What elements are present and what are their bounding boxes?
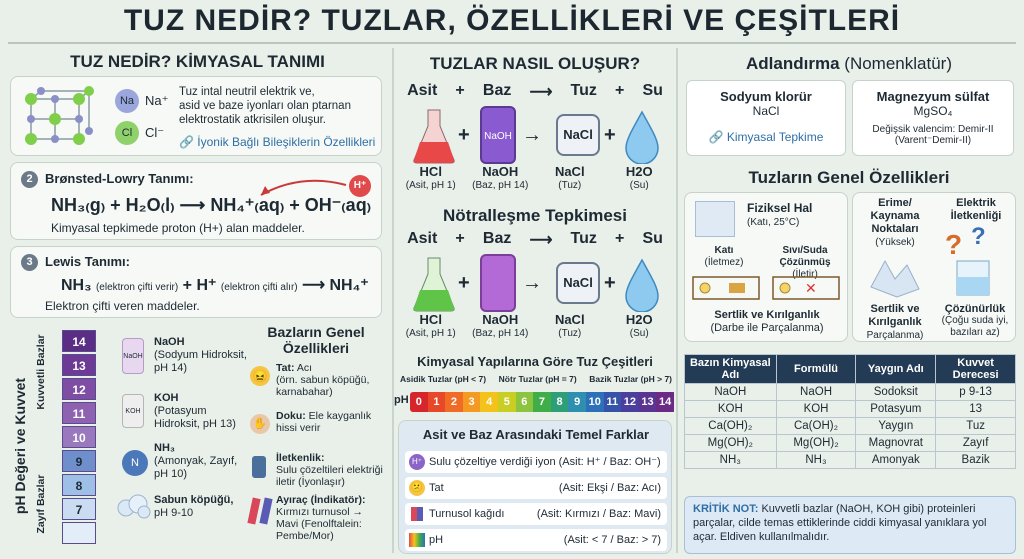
ph-item-soap: Sabun köpüğü, pH 9-10 <box>154 494 234 519</box>
column-header: Yaygın Adı <box>856 355 936 384</box>
chloride-ion-label: Cl⁻ <box>145 125 165 140</box>
ph-level: 11 <box>62 402 96 424</box>
base-bottle-icon <box>480 254 516 312</box>
bronsted-panel <box>10 162 382 240</box>
bronsted-title: Brønsted-Lowry Tanımı: <box>45 171 194 186</box>
ph-value-cell: 7 <box>533 392 551 412</box>
ph-item-koh: KOH (Potasyum Hidroksit, pH 13) <box>154 392 236 430</box>
ph-value-cell: 3 <box>463 392 481 412</box>
base-properties-heading: Bazların Genel Özellikleri <box>267 324 365 356</box>
ph-level: 8 <box>62 474 96 496</box>
column-header: Formülü <box>776 355 856 384</box>
critical-note: KRİTİK NOT: Kuvvetli bazlar (NaOH, KOH gibi) proteinleri parçalar, cilde temas ettiklerinde ciddi kimyasal yanıklara yol açar. Eldiven kullanılmalıdır. <box>684 496 1016 554</box>
lewis-title: Lewis Tanımı: <box>45 254 130 269</box>
section-number: 3 <box>21 254 38 271</box>
formation-reagents: HCl (Asit, pH 1) NaOH (Baz, pH 14) NaCl (Tuz) H2O (Su) <box>405 164 653 191</box>
dissolved-state: Sıvı/Suda Çözünmüş (İletir) <box>779 245 831 280</box>
koh-bottle-icon: KOH <box>122 394 144 428</box>
question-icon: ? <box>945 229 963 260</box>
bronsted-description: Kimyasal tepkimede proton (H+) alan maddeler. <box>51 221 305 235</box>
definition-heading: TUZ NEDİR? KİMYASAL TANIMI <box>70 52 325 71</box>
litmus-icon <box>411 507 423 521</box>
salt-crystal-icon: NaCl <box>556 114 600 156</box>
link-icon: 🔗 <box>708 130 727 144</box>
table-row: Ca(OH)₂ Ca(OH)₂ Yaygın Tuz <box>685 418 1016 435</box>
plus-sign: + <box>458 272 470 294</box>
ion-icon: H⁺ <box>409 454 425 470</box>
lewis-equation: NH₃ (elektron çifti verir) + H⁺ (elektron çifti alır) ⟶ NH₄⁺ <box>61 277 369 294</box>
battery-icon <box>252 456 266 478</box>
neutralization-heading: Nötralleşme Tepkimesi <box>443 206 627 225</box>
table-row: Mg(OH)₂ Mg(OH)₂ Magnovrat Zayıf <box>685 435 1016 452</box>
table-row: KOH KOH Potasyum 13 <box>685 401 1016 418</box>
beaker-icon <box>951 257 995 299</box>
water-drop-icon <box>624 258 660 312</box>
ph-level: 9 <box>62 450 96 472</box>
ph-item-naoh: NaOH (Sodyum Hidroksit, pH 14) <box>154 336 247 374</box>
difference-row: Turnusol kağıdı (Asit: Kırmızı / Baz: Mavi) <box>405 503 667 525</box>
ph-label: pH <box>394 394 409 406</box>
ph-level <box>62 522 96 544</box>
plus-sign: + <box>604 124 616 146</box>
ph-value-cell: 8 <box>551 392 569 412</box>
neutralization-word-equation: Asit + Baz ⟶ Tuz + Su <box>407 230 663 249</box>
formation-heading: TUZLAR NASIL OLUŞUR? <box>429 54 641 73</box>
column-divider <box>676 48 678 553</box>
ph-level: 7 <box>62 498 96 520</box>
bases-table <box>684 354 1016 469</box>
salt-cube-icon <box>695 201 735 237</box>
circuit-icon <box>691 273 843 303</box>
sodium-chloride-card: Sodyum klorür NaCl 🔗 Kimyasal Tepkime <box>686 80 846 156</box>
crystal-shards-icon <box>867 257 923 299</box>
sodium-atom-icon: Na <box>115 89 139 113</box>
plus-sign: + <box>458 124 470 146</box>
proton-icon: H⁺ <box>349 175 371 197</box>
table-row: NaOH NaOH Sodoksit p 9-13 <box>685 384 1016 401</box>
ph-value-cell: 4 <box>480 392 498 412</box>
link-icon: 🔗 <box>179 135 198 149</box>
solid-state: Katı (İletmez) <box>704 245 744 268</box>
column-header: Bazın Kimyasal Adı <box>685 355 777 384</box>
ph-value-cell: 1 <box>428 392 446 412</box>
melting-point-panel <box>852 192 1016 342</box>
magnesium-sulfate-card: Magnezyum sülfat MgSO₄ Değişsik valencim: Demir-II (Varent⁻Demir-II) <box>852 80 1014 156</box>
property-texture: Doku: Ele kayganlık hissi verir <box>276 410 372 434</box>
lewis-panel <box>10 246 382 318</box>
page-title: TUZ NEDİR? TUZLAR, ÖZELLİKLERİ VE ÇEŞİTLERİ <box>123 4 901 37</box>
ph-value-cell: 9 <box>568 392 586 412</box>
section-number: 2 <box>21 171 38 188</box>
ph-value-cell: 11 <box>604 392 622 412</box>
weak-bases-label: Zayıf Bazlar <box>35 474 47 534</box>
melting-point: Erime/ Kaynama Noktaları (Yüksek) <box>870 197 920 248</box>
column-divider <box>392 48 394 553</box>
table-header-row <box>685 355 1016 384</box>
difference-row: pH (Asit: < 7 / Baz: > 7) <box>405 529 667 551</box>
property-conductivity: İletkenlik: Sulu çözeltileri elektriği iletir (İyonlaşır) <box>276 452 383 488</box>
chlorine-atom-icon: Cl <box>115 121 139 145</box>
ph-value-cell: 12 <box>621 392 639 412</box>
differences-heading: Asit ve Baz Arasındaki Temel Farklar <box>422 427 650 442</box>
plus-sign: + <box>604 272 616 294</box>
ph-level: 10 <box>62 426 96 448</box>
table-row: NH₃ NH₃ Amonyak Bazik <box>685 452 1016 469</box>
difference-row: 😕 Tat (Asit: Ekşi / Baz: Acı) <box>405 477 667 499</box>
ph-item-nh3: NH₃ (Amonyak, Zayıf, pH 10) <box>154 442 238 480</box>
salt-crystal-icon: NaCl <box>556 262 600 304</box>
bronsted-equation: NH₃₍g₎ + H₂O₍l₎ ⟶ NH₄⁺₍aq₎ + OH⁻₍aq₎ <box>51 195 372 215</box>
ph-value-cell: 5 <box>498 392 516 412</box>
ph-value-cell: 13 <box>639 392 657 412</box>
arrow: → <box>522 124 542 146</box>
ionic-bond-link[interactable]: 🔗 İyonik Bağlı Bileşiklerin Özellikleri <box>179 135 376 149</box>
svg-text:✕: ✕ <box>805 281 817 297</box>
sour-face-icon: 😖 <box>250 366 270 386</box>
ph-value-cell: 14 <box>656 392 674 412</box>
ph-level-column <box>62 330 96 546</box>
property-indicator: Ayıraç (İndikatör): Kırmızı turnusol → Mavi (Fenolftalein: Pembe/Mor) <box>276 494 366 542</box>
ph-value-cell: 2 <box>445 392 463 412</box>
chemical-reaction-link[interactable]: 🔗 Kimyasal Tepkime <box>708 130 824 144</box>
base-properties-section <box>246 322 386 554</box>
question-icon: ? <box>971 223 986 250</box>
strong-bases-label: Kuvvetli Bazlar <box>35 334 47 410</box>
ph-color-bar <box>410 392 676 412</box>
salt-properties-heading: Tuzların Genel Özellikleri <box>748 168 950 187</box>
ph-level: 13 <box>62 354 96 376</box>
acid-flask-icon <box>412 108 456 164</box>
solubility: Çözünürlük (Çoğu suda iyi, bazıları az) <box>941 303 1009 338</box>
lewis-description: Elektron çifti veren maddeler. <box>45 299 200 313</box>
ph-scale-section <box>4 330 252 554</box>
sodium-ion-label: Na⁺ <box>145 93 169 108</box>
crystal-lattice-icon <box>19 85 99 149</box>
ph-axis-title: pH Değeri ve Kuvvet <box>12 377 28 515</box>
acid-flask-icon <box>412 256 456 312</box>
ph-level: 12 <box>62 378 96 400</box>
taste-face-icon: 😕 <box>409 480 425 496</box>
naoh-bottle-icon: NaOH <box>122 338 144 374</box>
hand-icon: ✋ <box>250 414 270 434</box>
salt-definition-text: Tuz intal neutril elektrik ve, asid ve baze iyonları olan ptarnan elektrostatik atkrisilen oluşur. <box>179 86 351 126</box>
definition-panel <box>10 76 382 156</box>
salt-types-heading: Kimyasal Yapılarına Göre Tuz Çeşitleri <box>417 354 653 369</box>
soap-foam-icon <box>116 492 152 520</box>
water-drop-icon <box>624 110 660 164</box>
neutralization-reagents: HCl (Asit, pH 1) NaOH (Baz, pH 14) NaCl (Tuz) H2O (Su) <box>405 312 653 339</box>
ph-strip-icon <box>409 533 425 547</box>
naming-heading: Adlandırma (Nomenklatür) <box>746 54 952 73</box>
physical-state-detail: (Katı, 25°C) <box>747 217 800 228</box>
physical-state-panel <box>684 192 848 342</box>
title-divider <box>8 42 1016 44</box>
difference-row: H⁺ Sulu çözeltiye verdiği iyon (Asit: H⁺ / Baz: OH⁻) <box>405 451 667 473</box>
litmus-paper-icon <box>250 498 272 524</box>
property-taste: Tat: Acı (örn. sabun köpüğü, karnabahar) <box>276 362 370 398</box>
hardness-note: Sertlik ve Kırılganlık (Darbe ile Parçalanma) <box>710 309 824 334</box>
ph-level: 14 <box>62 330 96 352</box>
ph-value-cell: 0 <box>410 392 428 412</box>
formation-word-equation: Asit + Baz ⟶ Tuz + Su <box>407 82 663 101</box>
salt-types-labels: Asidik Tuzlar (pH < 7) Nötr Tuzlar (pH = 7) Bazik Tuzlar (pH > 7) <box>400 374 672 384</box>
ph-value-cell: 6 <box>516 392 534 412</box>
ph-value-cell: 10 <box>586 392 604 412</box>
electric-conductivity: Elektrik İletkenliği <box>950 197 1002 222</box>
naoh-bottle-icon: NaOH <box>480 106 516 164</box>
differences-panel <box>398 420 672 554</box>
ammonia-molecule-icon: N <box>122 450 148 476</box>
physical-state-title: Fiziksel Hal <box>747 201 813 215</box>
column-header: Kuvvet Derecesi <box>936 355 1016 384</box>
arrow: → <box>522 272 542 294</box>
hardness: Sertlik ve Kırılganlık Parçalanma) <box>866 303 924 341</box>
